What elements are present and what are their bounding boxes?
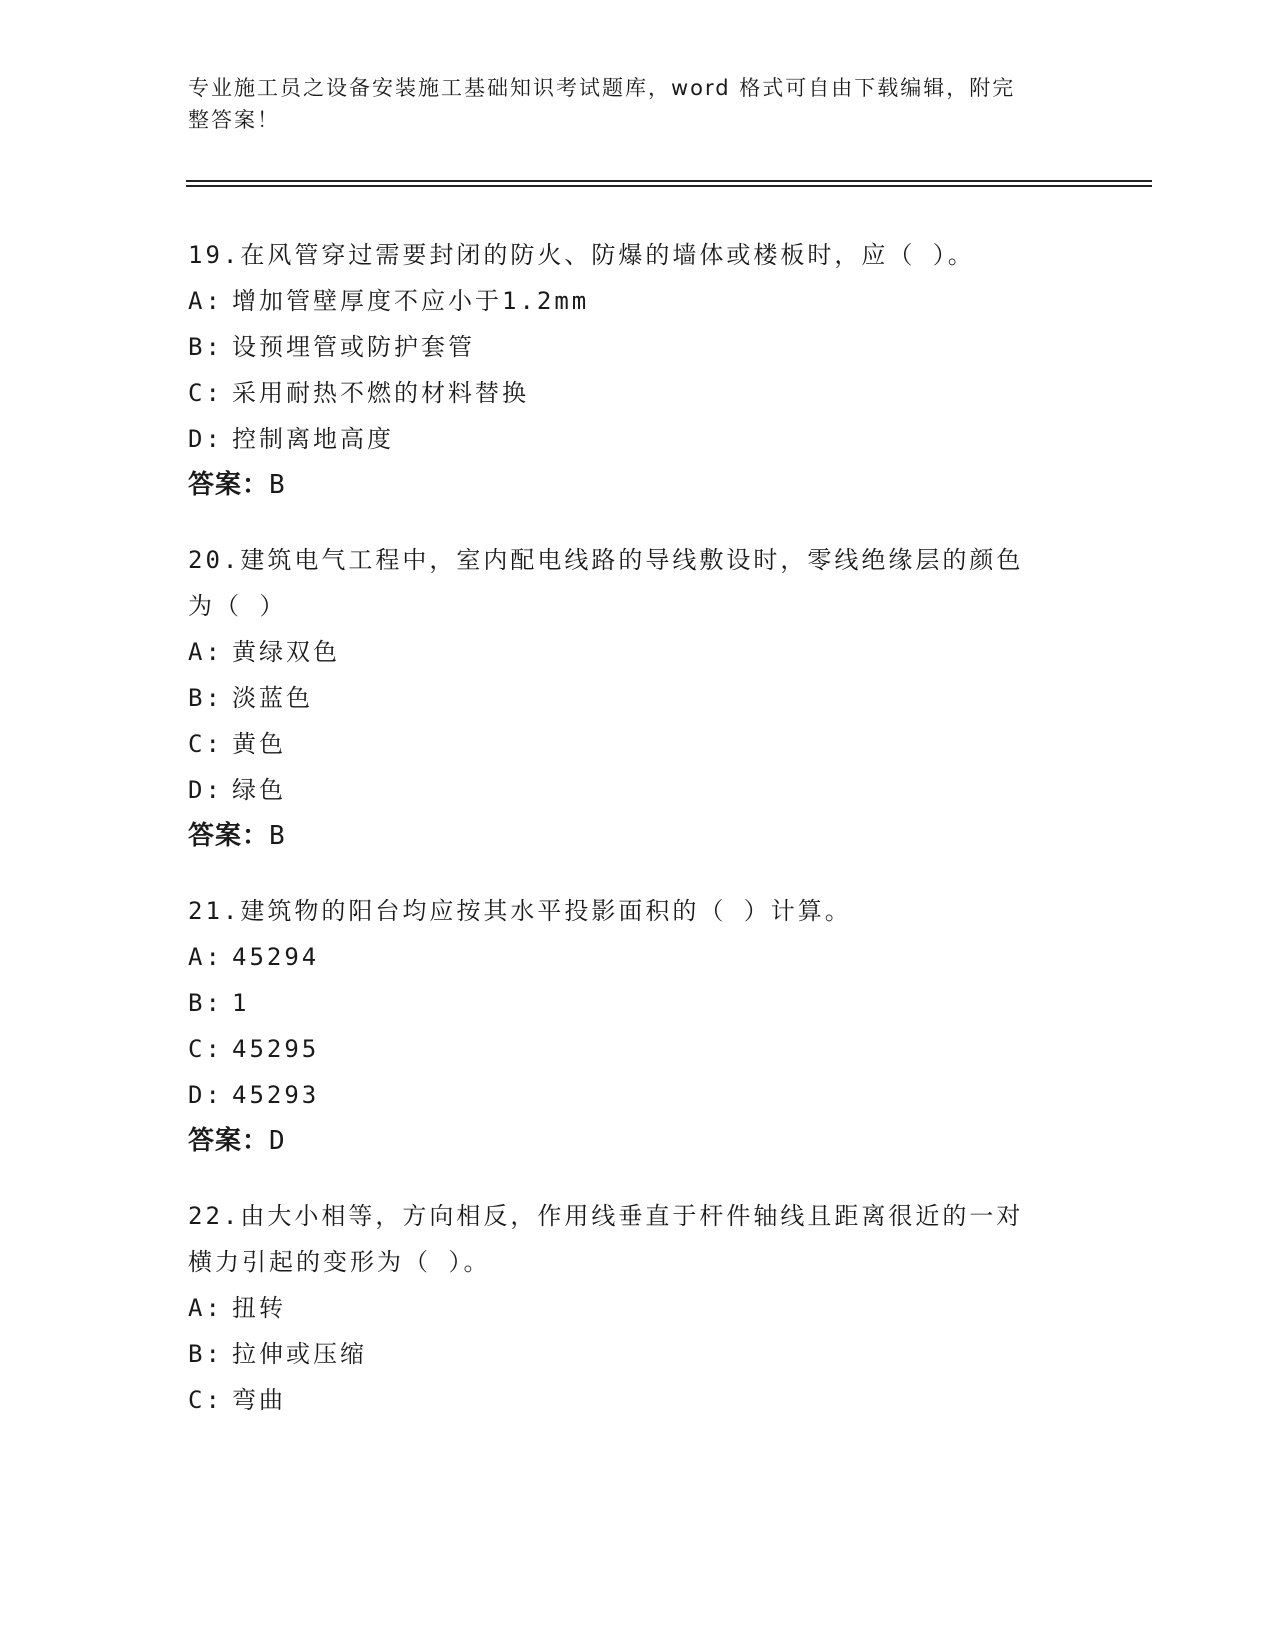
option-text: 1	[232, 989, 250, 1017]
option-key: C:	[188, 730, 223, 758]
option-key: A:	[188, 1294, 223, 1322]
option-key: D:	[188, 1081, 223, 1109]
option-text: 淡蓝色	[232, 684, 313, 712]
question-stem	[188, 537, 1088, 629]
option-text: 45294	[232, 943, 320, 971]
option-text: 控制离地高度	[232, 425, 394, 453]
question-stem-line: 为（ ）	[188, 592, 287, 620]
option-b	[188, 1331, 1088, 1377]
question-stem	[188, 232, 1088, 278]
question-19	[188, 232, 1088, 508]
option-text: 绿色	[232, 776, 286, 804]
header-divider-top	[186, 180, 1152, 182]
option-key: C:	[188, 379, 223, 407]
option-text: 黄色	[232, 730, 286, 758]
option-text: 黄绿双色	[232, 638, 340, 666]
question-stem-line: 横力引起的变形为（ ）。	[188, 1248, 491, 1276]
question-stem	[188, 888, 1088, 934]
option-b	[188, 980, 1088, 1026]
option-key: B:	[188, 333, 223, 361]
answer-line	[188, 813, 1088, 859]
option-key: B:	[188, 1340, 223, 1368]
answer-value: D	[269, 1126, 286, 1156]
option-text: 弯曲	[232, 1386, 286, 1414]
answer-label: 答案：	[188, 1126, 270, 1156]
answer-value: B	[269, 470, 286, 500]
answer-label: 答案：	[188, 821, 270, 851]
question-21	[188, 888, 1088, 1164]
question-stem-line: 21.建筑物的阳台均应按其水平投影面积的（ ）计算。	[188, 897, 852, 925]
option-key: A:	[188, 638, 223, 666]
option-key: C:	[188, 1386, 223, 1414]
option-text: 扭转	[232, 1294, 286, 1322]
option-key: D:	[188, 425, 223, 453]
option-key: A:	[188, 287, 223, 315]
document-header	[188, 72, 1088, 136]
question-stem	[188, 1193, 1088, 1285]
option-key: D:	[188, 776, 223, 804]
option-text: 45293	[232, 1081, 320, 1109]
option-c	[188, 1377, 1088, 1423]
option-d	[188, 767, 1088, 813]
option-a	[188, 278, 1088, 324]
header-line-2: 整答案！	[188, 108, 280, 132]
option-a	[188, 1285, 1088, 1331]
option-b	[188, 324, 1088, 370]
option-text: 增加管壁厚度不应小于1.2mm	[232, 287, 590, 315]
option-a	[188, 629, 1088, 675]
header-line-1: 专业施工员之设备安装施工基础知识考试题库，word 格式可自由下载编辑，附完	[188, 76, 1016, 100]
question-22	[188, 1193, 1088, 1423]
question-stem-line: 22.由大小相等，方向相反，作用线垂直于杆件轴线且距离很近的一对	[188, 1202, 1024, 1230]
header-divider-bottom	[186, 185, 1152, 187]
option-key: A:	[188, 943, 223, 971]
option-key: B:	[188, 684, 223, 712]
question-stem-line: 20.建筑电气工程中，室内配电线路的导线敷设时，零线绝缘层的颜色	[188, 546, 1024, 574]
option-key: B:	[188, 989, 223, 1017]
option-key: C:	[188, 1035, 223, 1063]
option-d	[188, 1072, 1088, 1118]
option-d	[188, 416, 1088, 462]
answer-line	[188, 1118, 1088, 1164]
option-c	[188, 721, 1088, 767]
option-text: 拉伸或压缩	[232, 1340, 367, 1368]
option-text: 采用耐热不燃的材料替换	[232, 379, 529, 407]
option-c	[188, 1026, 1088, 1072]
answer-line	[188, 462, 1088, 508]
question-stem-line: 19.在风管穿过需要封闭的防火、防爆的墙体或楼板时，应（ ）。	[188, 241, 975, 269]
option-c	[188, 370, 1088, 416]
option-text: 45295	[232, 1035, 320, 1063]
option-text: 设预埋管或防护套管	[232, 333, 475, 361]
answer-label: 答案：	[188, 470, 270, 500]
option-a	[188, 934, 1088, 980]
answer-value: B	[269, 821, 286, 851]
question-20	[188, 537, 1088, 859]
option-b	[188, 675, 1088, 721]
